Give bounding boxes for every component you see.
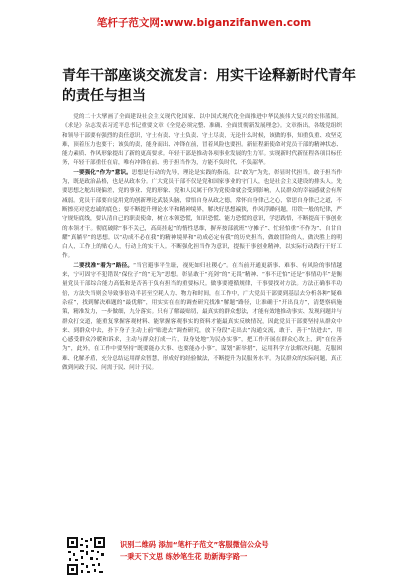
section-1-heading: 一要强化“作为”意识。 — [73, 169, 132, 176]
footer-promo-line-1: 识别二维码 添加“笔杆子范文”客服微信公众号 — [120, 540, 269, 549]
site-header — [0, 0, 408, 44]
page-footer — [0, 534, 408, 580]
section-1-body: 思想是行动的先导，理论是实践的指南。以“敢为”为先，彰显时代担当。敢于担当作为，既是政治品格，也是从政本分。广大党员干部不仅是党和国家事业的守门人，也是社会主义建设的排头人。先要思想之舵出现偏差，党的事业、党的形象、党和人民属于你为党使命就会受到影响，人民群众的幸福感就会有所减弱。党员干部要自觉用党的创新理论武装头脑，常悟自身从政之德，常怀自身律己之心，常思自身律己之道，不断擦亮对党忠诚的底色；要不断提升理论水平和精神境界，解决好思想褊狭，作风浮躁问题，用铁一般的纪律，严守规矩底线，要认清自己的职责使命，树立本领恐慌，知识恐慌、能力恐慌的意识，学思践悟，不断提高干事创业的本领才干。彻底破除“事不关己，高高挂起”的惰性思维，摒弃按部就班“守摊子”、忙轻怕重“不作为”、自甘自耀“真躺平”的思想。以“功成不必在我”的精神境界和“功成必定有我”的历史担当，做敢冒险的人，做决胜上的明白人，工作上的贴心人，行动上的实干人。不断强化担当作为意识，提振干事创业精神，以实际行动践行干好工作。 — [62, 169, 342, 260]
section-1-paragraph — [62, 169, 342, 262]
intro-paragraph: 党的二十大擘画了全面建设社会主义现代化国家、以中国式现代化全面推进中华民族伟大复兴的宏伟蓝图。《求是》杂志发表习近平总书记重要文章《全党必须完整、准确、全面贯彻新发展理念》。文章指出，各级党组织和领导干部要有强烈的责任意识，守土有责、守土负责、守土尽责，无论什么时候，该做的事，知重负重、攻坚克难，顶着压力也要干；该负的责，能身而出、冲锋在前，冒着风险也要担。新征程新使命对党员干部的精神状态、能力素质、作风形象提出了新的更高要求。年轻干部是推动各项事业发展的生力军。实现新时代新征程各项目标任务，年轻干部重任在肩，唯有冲锋在前、勇于担当作为，方能不负时代、不负韶华。 — [62, 114, 342, 167]
site-url-banner[interactable]: 笔杆子范文网:www.biganzifanwen.com — [96, 16, 312, 29]
qr-code-icon[interactable] — [66, 536, 106, 576]
section-2-heading: 二要找准“着为”路径。 — [73, 262, 134, 269]
section-2-paragraph — [62, 262, 342, 374]
section-2-body: “当官避事平生耻，视死如归社稷心”。在当前开通更新事、难事、有风险的事情越来，宁可固守不犯错误“保位子”的“无为”思想。彰显敢于“亮剑”的“无畏”精神、“事不迁怕”还是“事情功半”是衡量党员干部综合能力高低和是否善于负有担当的重要标尺。做事要遵循规律，干事要找对方法。方法正确事半功倍，方法失当则会导致事倍功半甚至空耗人力、物力和时间，在工作中，广大党员干部要到基层去分析各种“疑难杂症”，找到解决难题的“最优解”，用实实在在的调查研究找准“解题”路径，让准确于“开出良方”，清楚察病施策，精准发力，一步做细，九分落实。只有了解最贴切，最真实的群众想法，才能有效地推动事实、发现问题并与群众打交道，能重复掌握客观材料、能掌握客观事实的资料才能最真实反映情况，因此党员干部要坚持从群众中来、到群众中去，扑下身子主动上前“贴进去”调查研究，放下身段“走出去”沟通交流，敢于、善于“钻进去”，用心感受群众冷暖和诉求，主动与群众打成一片，设身处地“为民办实事”，把工作开展在群众心坎上，到“在位善为”，此外，在工作中要坚持“既要能办大事、也要能办小事”，谋划“新举措”，运用科学方法解决问题，克服困难、化解矛盾，充分总结运用群众智慧，形成好的经验做法，不断提升为民服务水平。为民群众的实际问题，真正做到问政于民、问需于民、问计于民。 — [62, 262, 342, 372]
article-title: 青年干部座谈交流发言：用实干诠释新时代青年的责任与担当 — [62, 68, 356, 104]
footer-promo-line-2: 一秉天下文思 练妙笔生花 助新海字路一 — [120, 552, 248, 561]
article-body — [62, 113, 342, 373]
